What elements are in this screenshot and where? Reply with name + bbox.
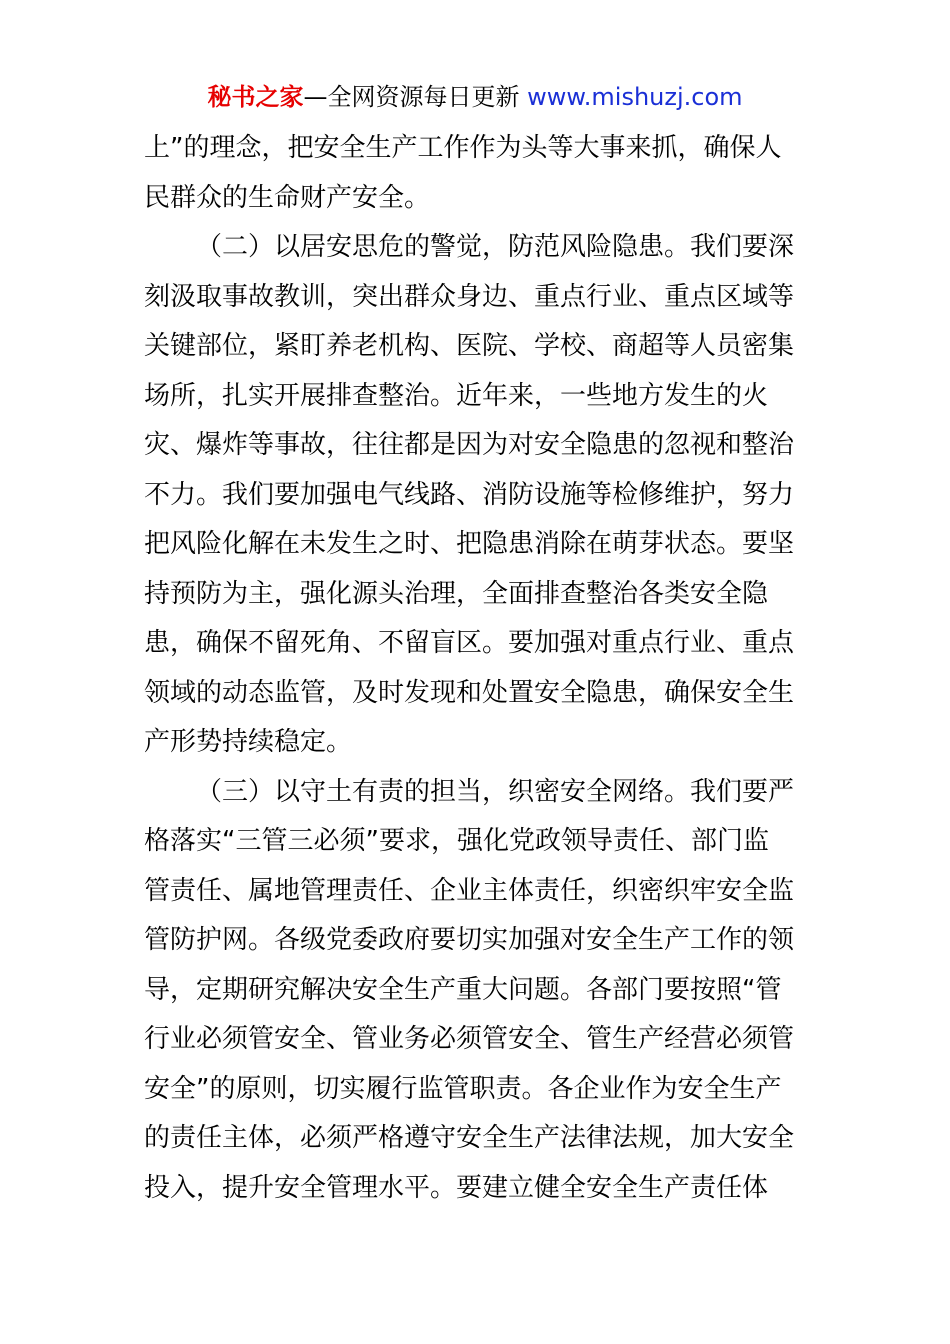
text-line: 管责任、属地管理责任、企业主体责任，织密织牢安全监 xyxy=(144,875,795,906)
site-url-link[interactable]: www.mishuzj.com xyxy=(527,83,743,111)
text-line: 患，确保不留死角、不留盲区。要加强对重点行业、重点 xyxy=(144,628,795,658)
text-line: 把风险化解在未发生之时、把隐患消除在萌芽状态。要坚 xyxy=(144,529,795,559)
text-line: 上”的理念，把安全生产工作作为头等大事来抓，确保人 xyxy=(144,133,782,163)
text-line: 刻汲取事故教训，突出群众身边、重点行业、重点区域等 xyxy=(144,281,795,312)
text-line: 管防护网。各级党委政府要切实加强对安全生产工作的领 xyxy=(144,925,795,955)
text-line: 关键部位，紧盯养老机构、医院、学校、商超等人员密集 xyxy=(144,331,795,361)
page-header xyxy=(0,80,950,114)
text-line: 场所，扎实开展排查整治。近年来，一些地方发生的火 xyxy=(144,380,769,411)
text-line: 的责任主体，必须严格遵守安全生产法律法规，加大安全 xyxy=(144,1123,795,1153)
text-line: 灾、爆炸等事故，往往都是因为对安全隐患的忽视和整治 xyxy=(144,430,795,460)
brand-name: 秘书之家 xyxy=(207,83,304,111)
document-body xyxy=(144,124,814,1213)
text-line: 格落实“三管三必须”要求，强化党政领导责任、部门监 xyxy=(144,826,769,856)
paragraph-start-line: （二）以居安思危的警觉，防范风险隐患。我们要深 xyxy=(196,232,795,262)
text-line: 投入，提升安全管理水平。要建立健全安全生产责任体 xyxy=(144,1172,769,1203)
text-line: 安全”的原则，切实履行监管职责。各企业作为安全生产 xyxy=(144,1073,782,1104)
paragraph-start-line: （三）以守土有责的担当，织密安全网络。我们要严 xyxy=(196,776,795,807)
text-line: 民群众的生命财产安全。 xyxy=(144,182,431,213)
text-line: 行业必须管安全、管业务必须管安全、管生产经营必须管 xyxy=(144,1024,795,1054)
text-line: 领域的动态监管，及时发现和处置安全隐患，确保安全生 xyxy=(144,677,795,708)
text-line: 持预防为主，强化源头治理，全面排查整治各类安全隐 xyxy=(144,578,769,609)
text-line: 不力。我们要加强电气线路、消防设施等检修维护，努力 xyxy=(144,479,795,510)
text-line: 导，定期研究解决安全生产重大问题。各部门要按照“管 xyxy=(144,974,782,1005)
text-line: 产形势持续稳定。 xyxy=(144,727,353,757)
header-tagline: —全网资源每日更新 xyxy=(303,83,520,111)
